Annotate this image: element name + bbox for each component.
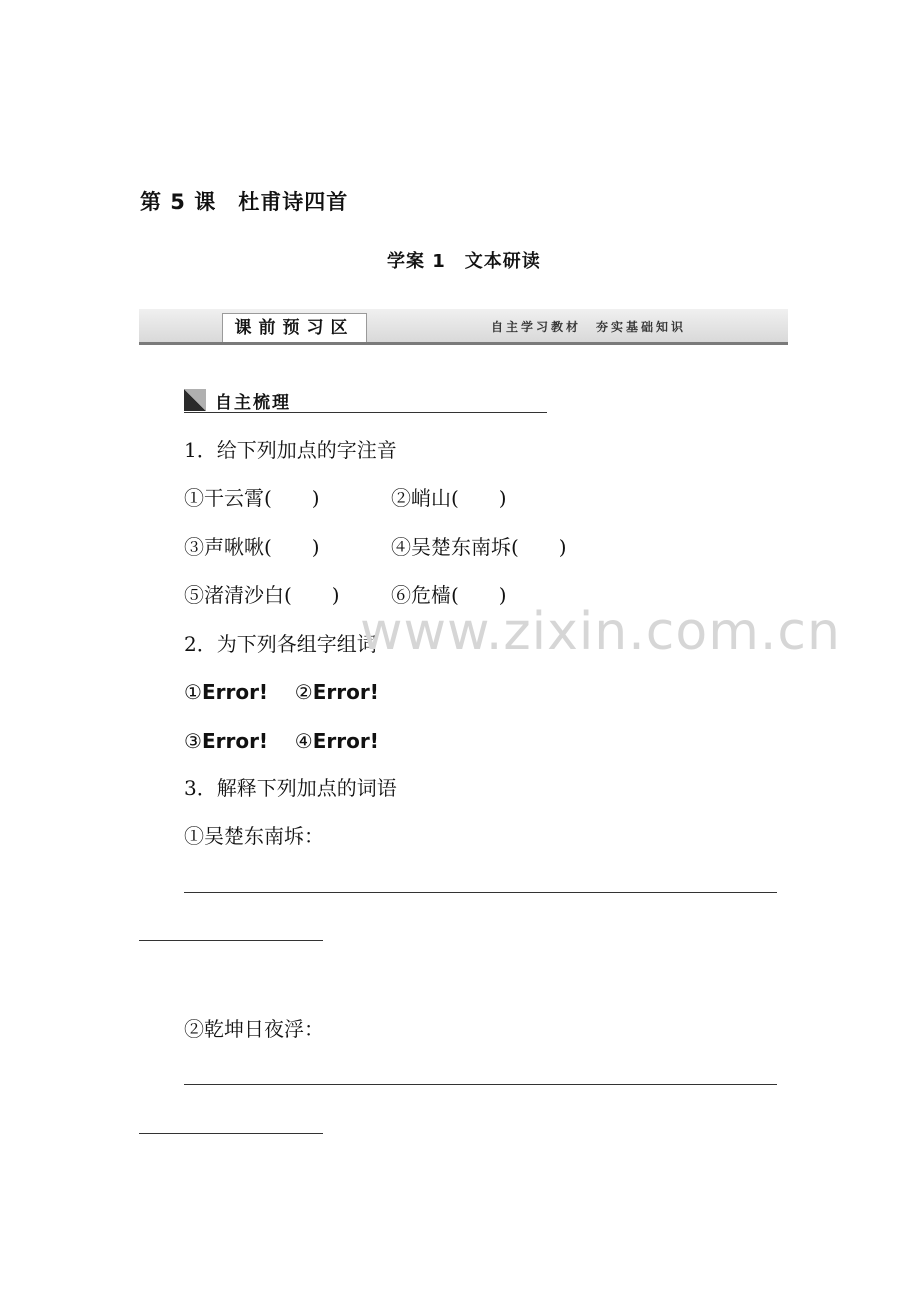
q2-circle-3: ③ [184, 729, 202, 753]
banner-subtitle: 自主学习教材 夯实基础知识 [491, 320, 687, 334]
preview-banner [139, 309, 788, 345]
q3-item-2: ②乾坤日夜浮： [184, 1017, 324, 1041]
q2-row-1 [184, 680, 379, 704]
q2-error-3: Error! [201, 729, 269, 753]
q2-circle-4: ④ [294, 729, 313, 753]
question-2-title: 2．为下列各组字组词 [184, 632, 377, 656]
lesson-title: 第 5 课 杜甫诗四首 [140, 190, 349, 214]
banner-tab: 课前预习区 [222, 313, 367, 342]
q1-item-6: ⑥危樯( ) [391, 583, 507, 607]
q1-item-4: ④吴楚东南坼( ) [391, 535, 567, 559]
case-title: 学案 1 文本研读 [387, 251, 541, 272]
q2-row-2 [184, 729, 379, 753]
q2-error-1: Error! [201, 680, 269, 704]
q2-circle-2: ② [294, 680, 313, 704]
triangle-marker-icon [184, 389, 206, 411]
q2-circle-1: ① [184, 680, 202, 704]
q2-error-2: Error! [312, 680, 379, 704]
q1-item-2: ②峭山( ) [391, 486, 507, 510]
q2-error-4: Error! [312, 729, 379, 753]
q1-item-3: ③声啾啾( ) [184, 535, 320, 559]
q1-item-5: ⑤渚清沙白( ) [184, 583, 340, 607]
question-1-title: 1．给下列加点的字注音 [184, 438, 397, 462]
q1-item-1: ①干云霄( ) [184, 486, 320, 510]
watermark: www.zixin.com.cn [360, 602, 841, 662]
section-label: 自主梳理 [215, 393, 291, 413]
q3-item-1: ①吴楚东南坼： [184, 824, 324, 848]
answer-line [139, 1133, 323, 1134]
section-heading [184, 387, 547, 413]
answer-line [184, 892, 777, 893]
question-3-title: 3．解释下列加点的词语 [184, 776, 397, 800]
answer-line [139, 940, 323, 941]
answer-line [184, 1084, 777, 1085]
